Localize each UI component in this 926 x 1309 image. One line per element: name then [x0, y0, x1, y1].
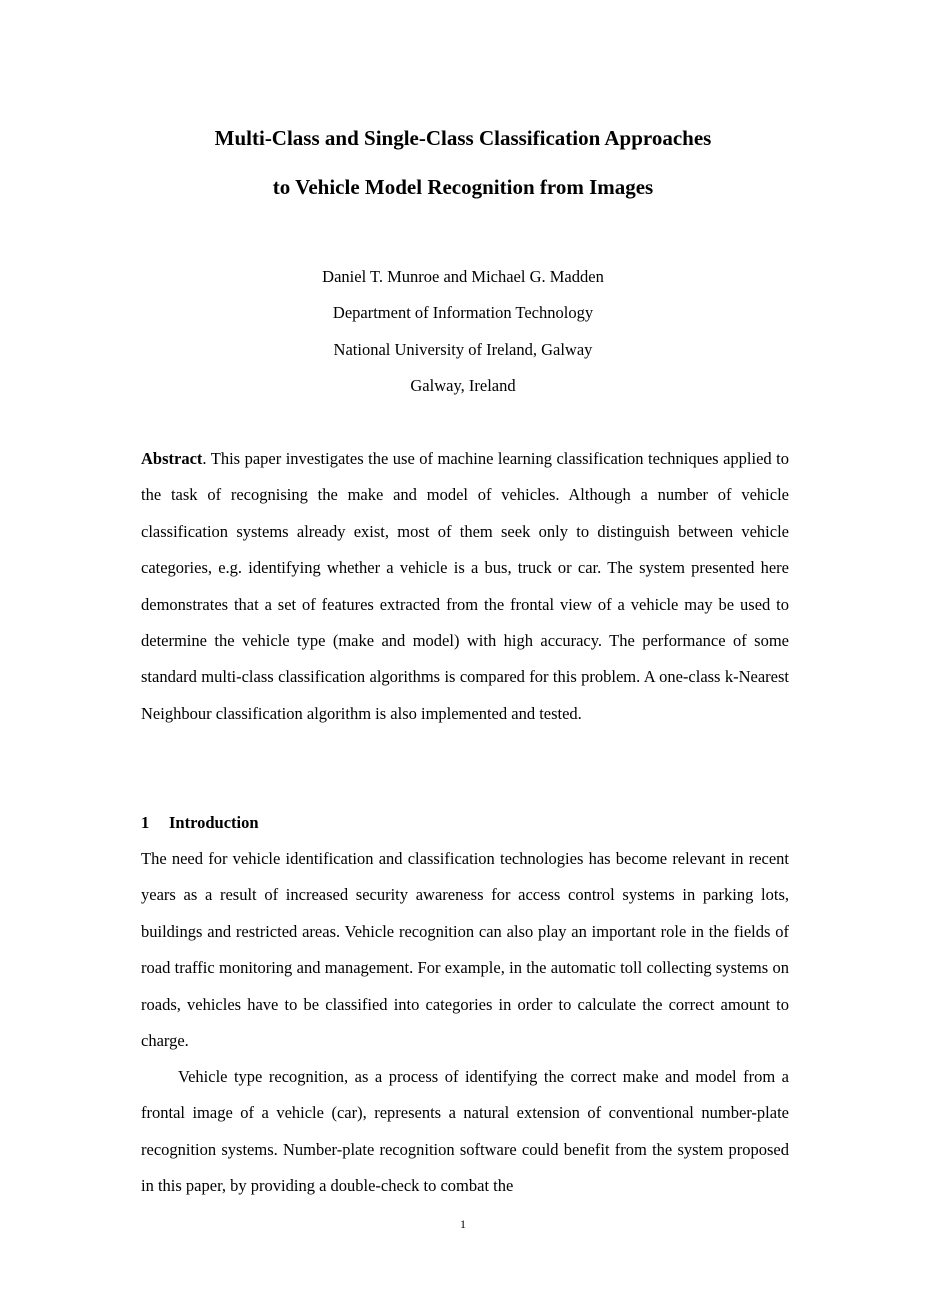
abstract-text: . This paper investigates the use of machine learning classification techniques applied to the task of recognising the make and model of vehicles. Although a number of vehicle classification systems already exist, most of them seek only to distinguish between vehicle categories, e.g. identifying whether a vehicle is a bus, truck or car. The system presented here demonstrates that a set of features extracted from the frontal view of a vehicle may be used to determine the vehicle type (make and model) with high accuracy. The performance of some standard multi-class classification algorithms is compared for this problem. A one-class k-Nearest Neighbour classification algorithm is also implemented and tested. — [141, 449, 789, 723]
abstract-paragraph — [141, 441, 789, 732]
intro-paragraph-2: Vehicle type recognition, as a process of identifying the correct make and model from a frontal image of a vehicle (car), represents a natural extension of conventional number-plate recognition systems. Number-plate recognition software could benefit from the system proposed in this paper, by providing a double-check to combat the — [141, 1067, 789, 1196]
author-university: National University of Ireland, Galway — [333, 340, 593, 359]
intro-paragraph-1: The need for vehicle identification and classification technologies has become relevant in recent years as a result of increased security awareness for access control systems in parking lots, buildings and restricted areas. Vehicle recognition can also play an important role in the fields of road traffic monitoring and management. For example, in the automatic toll collecting systems on roads, vehicles have to be classified into categories in order to calculate the correct amount to charge. — [141, 849, 789, 1051]
paper-title-line-2: to Vehicle Model Recognition from Images — [272, 175, 654, 199]
page-number: 1 — [460, 1217, 466, 1231]
author-location: Galway, Ireland — [410, 376, 516, 395]
author-department: Department of Information Technology — [332, 303, 594, 322]
section-heading-introduction — [141, 812, 259, 834]
abstract-label: Abstract — [141, 449, 203, 468]
section-title: Introduction — [169, 813, 259, 832]
paper-title-line-1: Multi-Class and Single-Class Classification Approaches — [214, 126, 712, 150]
section-number: 1 — [141, 813, 150, 832]
author-names: Daniel T. Munroe and Michael G. Madden — [322, 267, 604, 286]
